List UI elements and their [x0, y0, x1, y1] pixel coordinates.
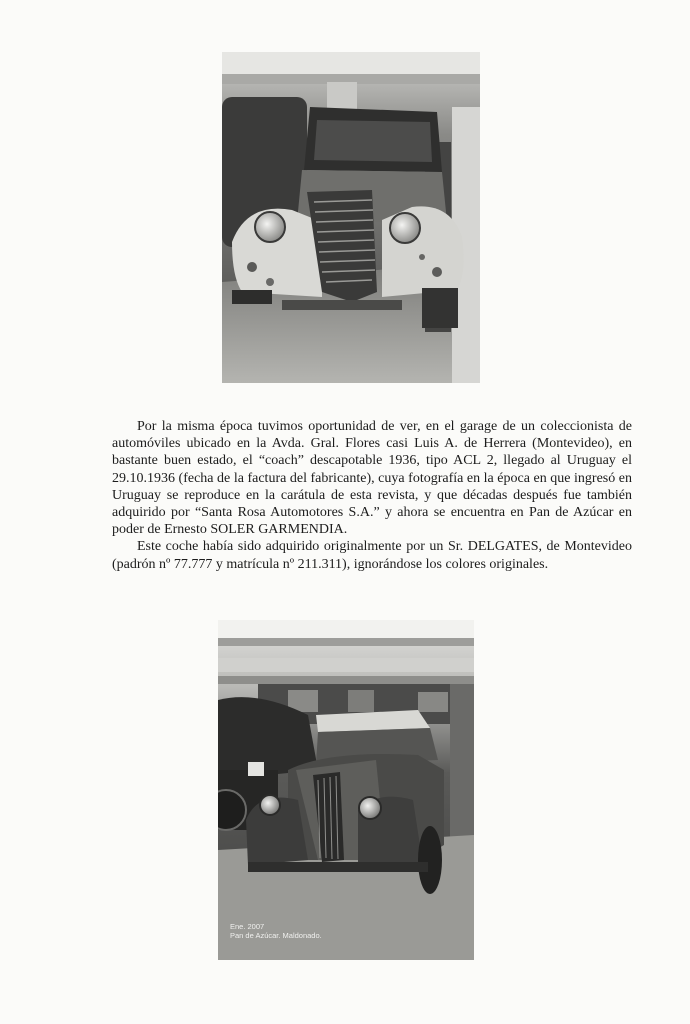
photo-car-front-garage — [222, 52, 480, 383]
photo-caption-date: Ene. 2007 — [230, 922, 265, 931]
photo-car-threequarter-image — [218, 620, 474, 960]
photo-caption-location: Pan de Azúcar. Maldonado. — [230, 931, 322, 940]
paragraph-1: Por la misma época tuvimos oportunidad de ver, en el garage de un coleccionista de automóviles ubicado en la Avda. Gral. Flores casi Luis A. de Herrera (Montevideo), en bastante buen estado, el “coach” descapotable 1936, tipo ACL 2, llegado al Uruguay el 29.10.1936 (fecha de la factura del fabricante), cuya fotografía en la época en que ingresó en Uruguay se reproduce en la carátula de esta revista, y que décadas después fue también adquirido por “Santa Rosa Automotores S.A.” y ahora se encuentra en Pan de Azúcar en poder de Ernesto SOLER GARMENDIA. — [112, 419, 632, 538]
photo-car-front-image — [222, 52, 480, 383]
photo-caption — [230, 922, 322, 940]
article-text — [112, 418, 632, 573]
paragraph-2: Este coche había sido adquirido originalmente por un Sr. DELGATES, de Montevideo (padrón nº 77.777 y matrícula nº 211.311), ignorándose los colores originales. — [112, 539, 632, 572]
photo-car-garage-pan-de-azucar — [218, 620, 474, 960]
